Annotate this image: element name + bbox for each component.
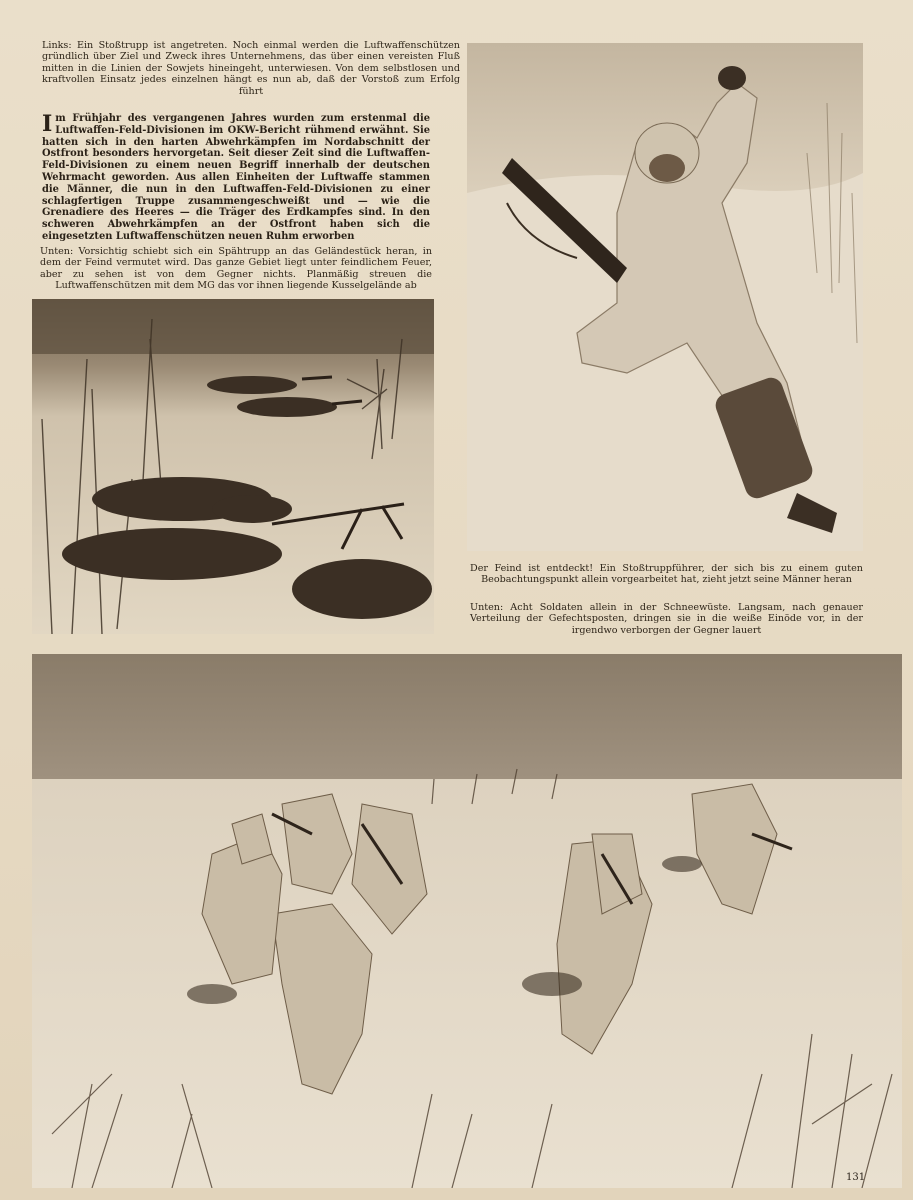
article-body: [42, 113, 430, 243]
photo-eight-soldiers-snow: [32, 654, 902, 1188]
article-text: m Frühjahr des vergangenen Jahres wurden zum erstenmal die Luftwaffen-Feld-Divisionen im OKW-Bericht rühmend erwähnt. Sie hatten sich in den harten Abwehrkämpfen im Nordabschnitt der Ostfront besonders hervorgetan. Seit dieser Zeit sind die Luftwaffen-Feld-Divisionen zu einem neuen Begriff innerhalb der deutschen Wehrmacht geworden. Aus allen Einheiten der Luftwaffe stammen die Männer, die nun in den Luftwaffen-Feld-Divisionen zu einer schlagfertigen Truppe zusammengeschweißt und — wie die Grenadiere des Heeres — die Träger des Erdkampfes sind. In den schweren Abwehrkämpfen an der Ostfront haben sich die eingesetzten Luftwaffenschützen neuen Ruhm erworben: [42, 113, 430, 242]
article-dropcap: I: [42, 111, 53, 137]
photo-machine-gun-squad: [32, 299, 434, 634]
photo-squad-leader-signalling: [467, 43, 863, 551]
caption-right-2: Unten: Acht Soldaten allein in der Schneewüste. Langsam, nach genauer Verteilung der Gefechtsposten, dringen sie in die weiße Einöde vor, in der irgendwo verborgen der Gegner lauert: [470, 602, 863, 636]
photo-squad-leader-signalling-image: [467, 43, 863, 551]
caption-right-1: Der Feind ist entdeckt! Ein Stoßtruppführer, der sich bis zu einem guten Beobachtungspunkt allein vorgearbeitet hat, zieht jetzt seine Männer heran: [470, 563, 863, 586]
photo-machine-gun-squad-image: [32, 299, 434, 634]
page-number: 131: [846, 1172, 866, 1183]
photo-eight-soldiers-snow-image: [32, 654, 902, 1188]
caption-top-left: Links: Ein Stoßtrupp ist angetreten. Noch einmal werden die Luftwaffenschützen gründlich über Ziel und Zweck ihres Unternehmens, das über einen vereisten Fluß mitten in die Linien der Sowjets hineingeht, unterwiesen. Von dem selbstlosen und kraftvollen Einsatz jedes einzelnen hängt es nun ab, daß der Vorstoß zum Erfolg führt: [42, 40, 460, 97]
caption-middle-left: Unten: Vorsichtig schiebt sich ein Spähtrupp an das Geländestück heran, in dem der Feind vermutet wird. Das ganze Gebiet liegt unter feindlichem Feuer, aber zu sehen ist von dem Gegner nichts. Planmäßig streuen die Luftwaffenschützen mit dem MG das vor ihnen liegende Kusselgelände ab: [40, 246, 432, 292]
